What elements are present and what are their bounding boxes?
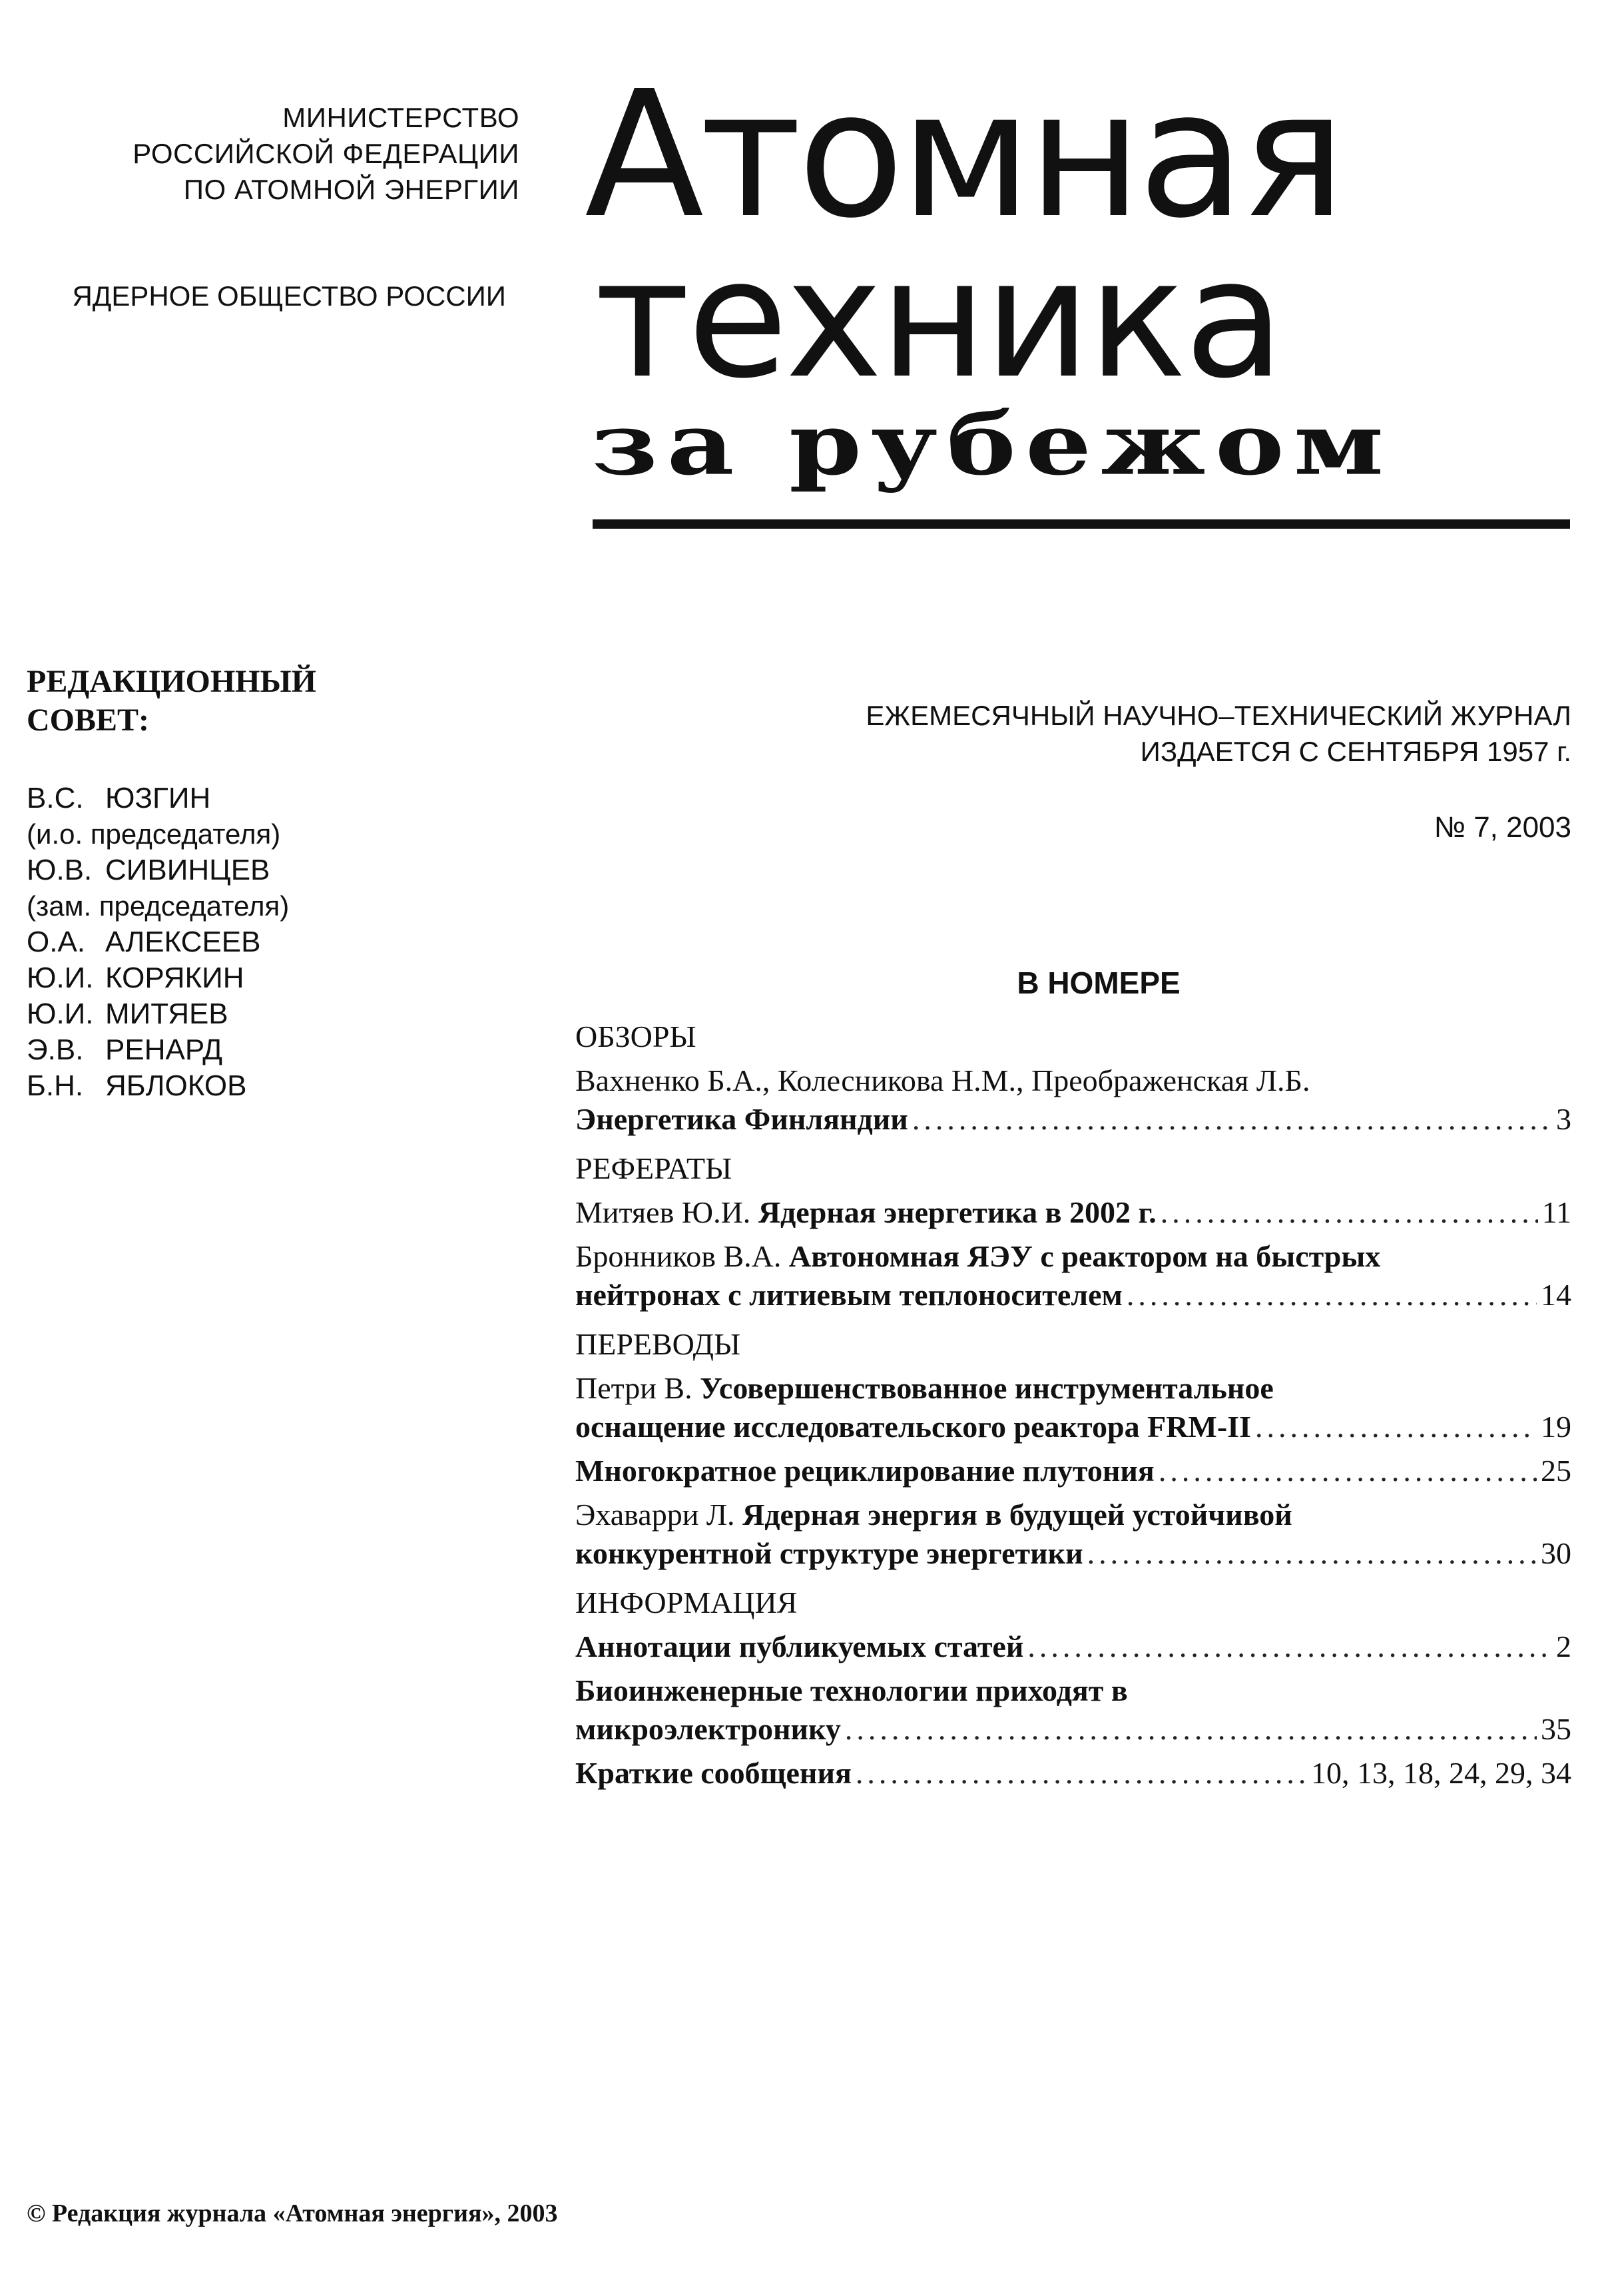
leader-dots [1161,1193,1538,1232]
toc-entry[interactable] [575,1061,1571,1139]
toc-entry-line [575,1534,1571,1573]
toc-entry-title: конкурентной структуре энергетики [575,1536,1083,1570]
leader-dots [1087,1534,1537,1573]
toc-heading: В НОМЕРЕ [1017,966,1181,1000]
toc-section-title: РЕФЕРАТЫ [575,1151,732,1185]
masthead-line-3: за рубежом [591,394,1394,495]
toc-entry-title: Краткие сообщения [575,1756,852,1790]
toc-entry-page: 14 [1541,1278,1571,1312]
toc-entry-text [575,1710,841,1749]
member-name: АЛЕКСЕЕВ [105,926,261,958]
toc-entry[interactable] [575,1496,1571,1573]
toc-entry-text [575,1369,1274,1408]
member-initials: Э.В. [27,1033,84,1066]
journal-info [666,698,1571,770]
toc-section [575,1325,1571,1573]
member-name: МИТЯЕВ [105,998,228,1030]
toc-section [575,1017,1571,1139]
member-name: СИВИНЦЕВ [105,854,270,886]
journal-type: ЕЖЕМЕСЯЧНЫЙ НАУЧНО–ТЕХНИЧЕСКИЙ ЖУРНАЛ [866,700,1571,731]
toc-entry-text [575,1496,1292,1534]
member-name: ЮЗГИН [105,782,211,814]
member-initials: Ю.В. [27,854,93,886]
masthead-rule [593,519,1570,529]
member-initials: Б.Н. [27,1069,84,1102]
toc-entry-line [575,1276,1571,1314]
toc-entry-text [575,1408,1251,1446]
toc-entry-line [575,1100,1571,1139]
board-member [27,780,289,816]
toc-entry-title: нейтронах с литиевым теплоносителем [575,1278,1123,1312]
toc-entry-text [575,1671,1128,1710]
member-initials: Ю.И. [27,962,94,994]
toc-entry-page: 35 [1541,1712,1571,1746]
leader-dots [912,1100,1552,1139]
toc-entry-line [575,1671,1571,1710]
board-title [27,663,373,740]
toc-entry-authors: Петри В. [575,1371,692,1405]
toc-entry-page: 3 [1556,1102,1571,1136]
member-name: РЕНАРД [105,1033,223,1066]
board-member [27,996,289,1032]
toc-section-title: ОБЗОРЫ [575,1019,696,1053]
toc-entry-text [575,1754,852,1793]
toc-section-title: ПЕРЕВОДЫ [575,1327,741,1361]
toc-entry-text [575,1237,1380,1276]
publisher-ministry [27,100,519,208]
toc-entry[interactable] [575,1627,1571,1666]
member-role: (зам. председателя) [27,890,290,922]
leader-dots [1127,1276,1537,1314]
toc-entry-line [575,1408,1571,1446]
leader-dots [856,1754,1307,1793]
toc-entry-authors: Митяев Ю.И. [575,1195,751,1229]
toc-section [575,1149,1571,1314]
toc-entry-text [575,1100,908,1139]
toc-section [575,1583,1571,1793]
board-member [27,1068,289,1104]
toc-entry-page: 30 [1541,1536,1571,1570]
toc-entry-page: 10, 13, 18, 24, 29, 34 [1311,1756,1571,1790]
toc-entry[interactable] [575,1193,1571,1232]
toc-entry-line [575,1369,1571,1408]
toc-entry-title: Многократное рециклирование плутония [575,1454,1155,1488]
publisher-society: ЯДЕРНОЕ ОБЩЕСТВО РОССИИ [72,280,506,312]
ministry-line: МИНИСТЕРСТВО [282,102,519,133]
leader-dots [1027,1627,1552,1666]
board-title-line: СОВЕТ: [27,703,150,738]
toc-entry-title: Ядерная энергетика в 2002 г. [758,1195,1157,1229]
toc-entry-authors: Эхаварри Л. [575,1498,735,1532]
toc-entry-title: Аннотации публикуемых статей [575,1629,1024,1663]
toc-entry[interactable] [575,1452,1571,1490]
ministry-line: ПО АТОМНОЙ ЭНЕРГИИ [183,174,519,205]
member-initials: В.С. [27,782,84,814]
toc-entry-page: 2 [1556,1629,1571,1663]
toc-entry-text [575,1193,1157,1232]
board-member [27,960,289,996]
toc-entry-text [575,1534,1083,1573]
toc-entry-title: оснащение исследовательского реактора FRM-II [575,1410,1251,1444]
journal-since: ИЗДАЕТСЯ С СЕНТЯБРЯ 1957 г. [1140,736,1571,767]
toc-entry-authors: Вахненко Б.А., Колесникова Н.М., Преображенская Л.Б. [575,1063,1310,1097]
toc-section-title: ИНФОРМАЦИЯ [575,1585,798,1619]
leader-dots [1159,1452,1537,1490]
copyright: © Редакция журнала «Атомная энергия», 2003 [27,2199,558,2227]
toc-entry-title: Ядерная энергия в будущей устойчивой [742,1498,1292,1532]
table-of-contents [575,1017,1571,1798]
board-member [27,852,289,888]
board-list [27,780,289,1104]
toc-entry-title: Автономная ЯЭУ с реактором на быстрых [788,1239,1381,1273]
toc-entry-line [575,1237,1571,1276]
toc-entry[interactable] [575,1754,1571,1793]
toc-entry-line [575,1452,1571,1490]
leader-dots [1255,1408,1537,1446]
toc-entry-text [575,1276,1123,1314]
board-member [27,924,289,960]
board-title-line: РЕДАКЦИОННЫЙ [27,664,316,699]
member-initials: О.А. [27,926,86,958]
toc-entry-text [575,1452,1155,1490]
toc-entry-title: Усовершенствованное инструментальное [700,1371,1274,1405]
toc-entry[interactable] [575,1369,1571,1446]
toc-entry-line [575,1193,1571,1232]
toc-entry-line [575,1754,1571,1793]
member-role: (и.о. председателя) [27,818,281,850]
toc-entry-title: Биоинженерные технологии приходят в [575,1673,1128,1707]
leader-dots [845,1710,1537,1749]
toc-entry-line [575,1061,1571,1100]
toc-entry-line [575,1496,1571,1534]
toc-entry-page: 25 [1541,1454,1571,1488]
toc-entry-text [575,1627,1023,1666]
ministry-line: РОССИЙСКОЙ ФЕДЕРАЦИИ [133,138,519,169]
masthead-line-1: Атомная [585,53,1342,256]
toc-entry-title: микроэлектронику [575,1712,841,1746]
toc-entry-line [575,1627,1571,1666]
masthead-line-2: техника [595,224,1282,415]
toc-entry-line [575,1710,1571,1749]
toc-entry[interactable] [575,1237,1571,1314]
toc-entry[interactable] [575,1671,1571,1749]
toc-entry-page: 19 [1541,1410,1571,1444]
toc-entry-page: 11 [1541,1195,1571,1229]
member-initials: Ю.И. [27,998,94,1030]
member-name: ЯБЛОКОВ [105,1069,247,1102]
board-member [27,1032,289,1068]
toc-entry-authors: Бронников В.А. [575,1239,782,1273]
toc-entry-title: Энергетика Финляндии [575,1102,908,1136]
issue-number: № 7, 2003 [1434,811,1571,844]
member-name: КОРЯКИН [105,962,244,994]
